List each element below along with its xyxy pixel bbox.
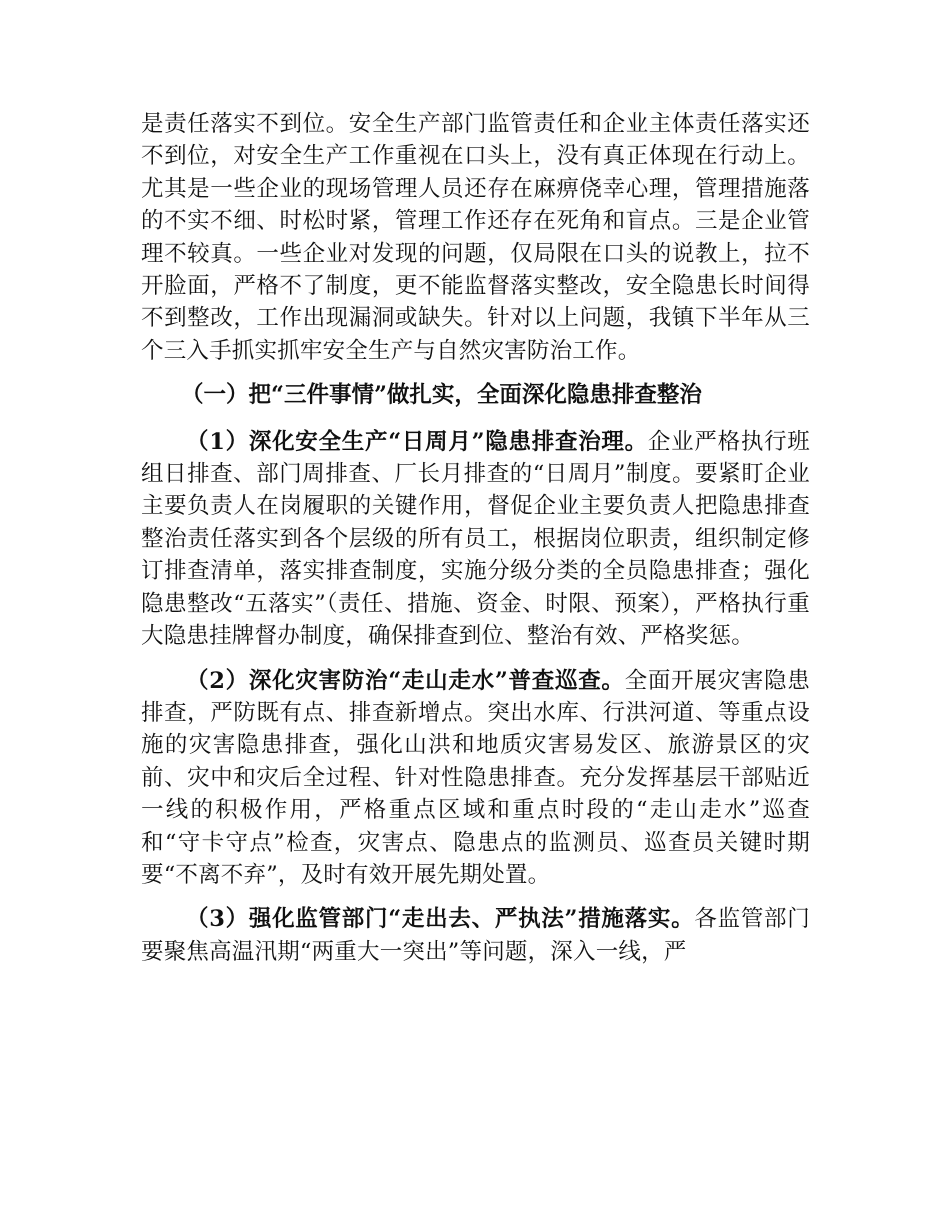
item-body-3: 各监管部门要聚焦高温汛期“两重大一突出”等问题，深入一线，严 xyxy=(141,906,810,965)
item-lead-2: （2）深化灾害防治“走山走水”普查巡查。 xyxy=(186,667,625,694)
item-paragraph-3 xyxy=(141,903,810,968)
item-paragraph-2 xyxy=(141,665,810,892)
item-body-1: 企业严格执行班组日排查、部门周排查、厂长月排查的“日周月”制度。要紧盯企业主要负责人在岗履职的关键作用，督促企业主要负责人把隐患排查整治责任落实到各个层级的所有员工，根据岗位职责，组织制定修订排查清单，落实排查制度，实施分级分类的全员隐患排查；强化隐患整改“五落实”（责任、措施、资金、时限、预案），严格执行重大隐患挂牌督办制度，确保排查到位、整治有效、严格奖惩。 xyxy=(141,428,810,650)
section-heading: （一）把“三件事情”做扎实，全面深化隐患排查整治 xyxy=(181,382,702,409)
item-lead-1: （1）深化安全生产“日周月”隐患排查治理。 xyxy=(186,428,648,455)
item-lead-3: （3）强化监管部门“走出去、严执法”措施落实。 xyxy=(186,906,695,933)
item-paragraph-1 xyxy=(141,426,810,653)
intro-paragraph: 是责任落实不到位。安全生产部门监管责任和企业主体责任落实还不到位，对安全生产工作重视在口头上，没有真正体现在行动上。尤其是一些企业的现场管理人员还存在麻痹侥幸心理，管理措施落的不实不细、时松时紧，管理工作还存在死角和盲点。三是企业管理不较真。一些企业对发现的问题，仅局限在口头的说教上，拉不开脸面，严格不了制度，更不能监督落实整改，安全隐患长时间得不到整改，工作出现漏洞或缺失。针对以上问题，我镇下半年从三个三入手抓实抓牢安全生产与自然灾害防治工作。 xyxy=(141,111,810,364)
item-body-2: 全面开展灾害隐患排查，严防既有点、排查新增点。突出水库、行洪河道、等重点设施的灾害隐患排查，强化山洪和地质灾害易发区、旅游景区的灾前、灾中和灾后全过程、针对性隐患排查。充分发挥基层干部贴近一线的积极作用，严格重点区域和重点时段的“走山走水”巡查和“守卡守点”检查，灾害点、隐患点的监测员、巡查员关键时期要“不离不弃”，及时有效开展先期处置。 xyxy=(141,667,810,888)
